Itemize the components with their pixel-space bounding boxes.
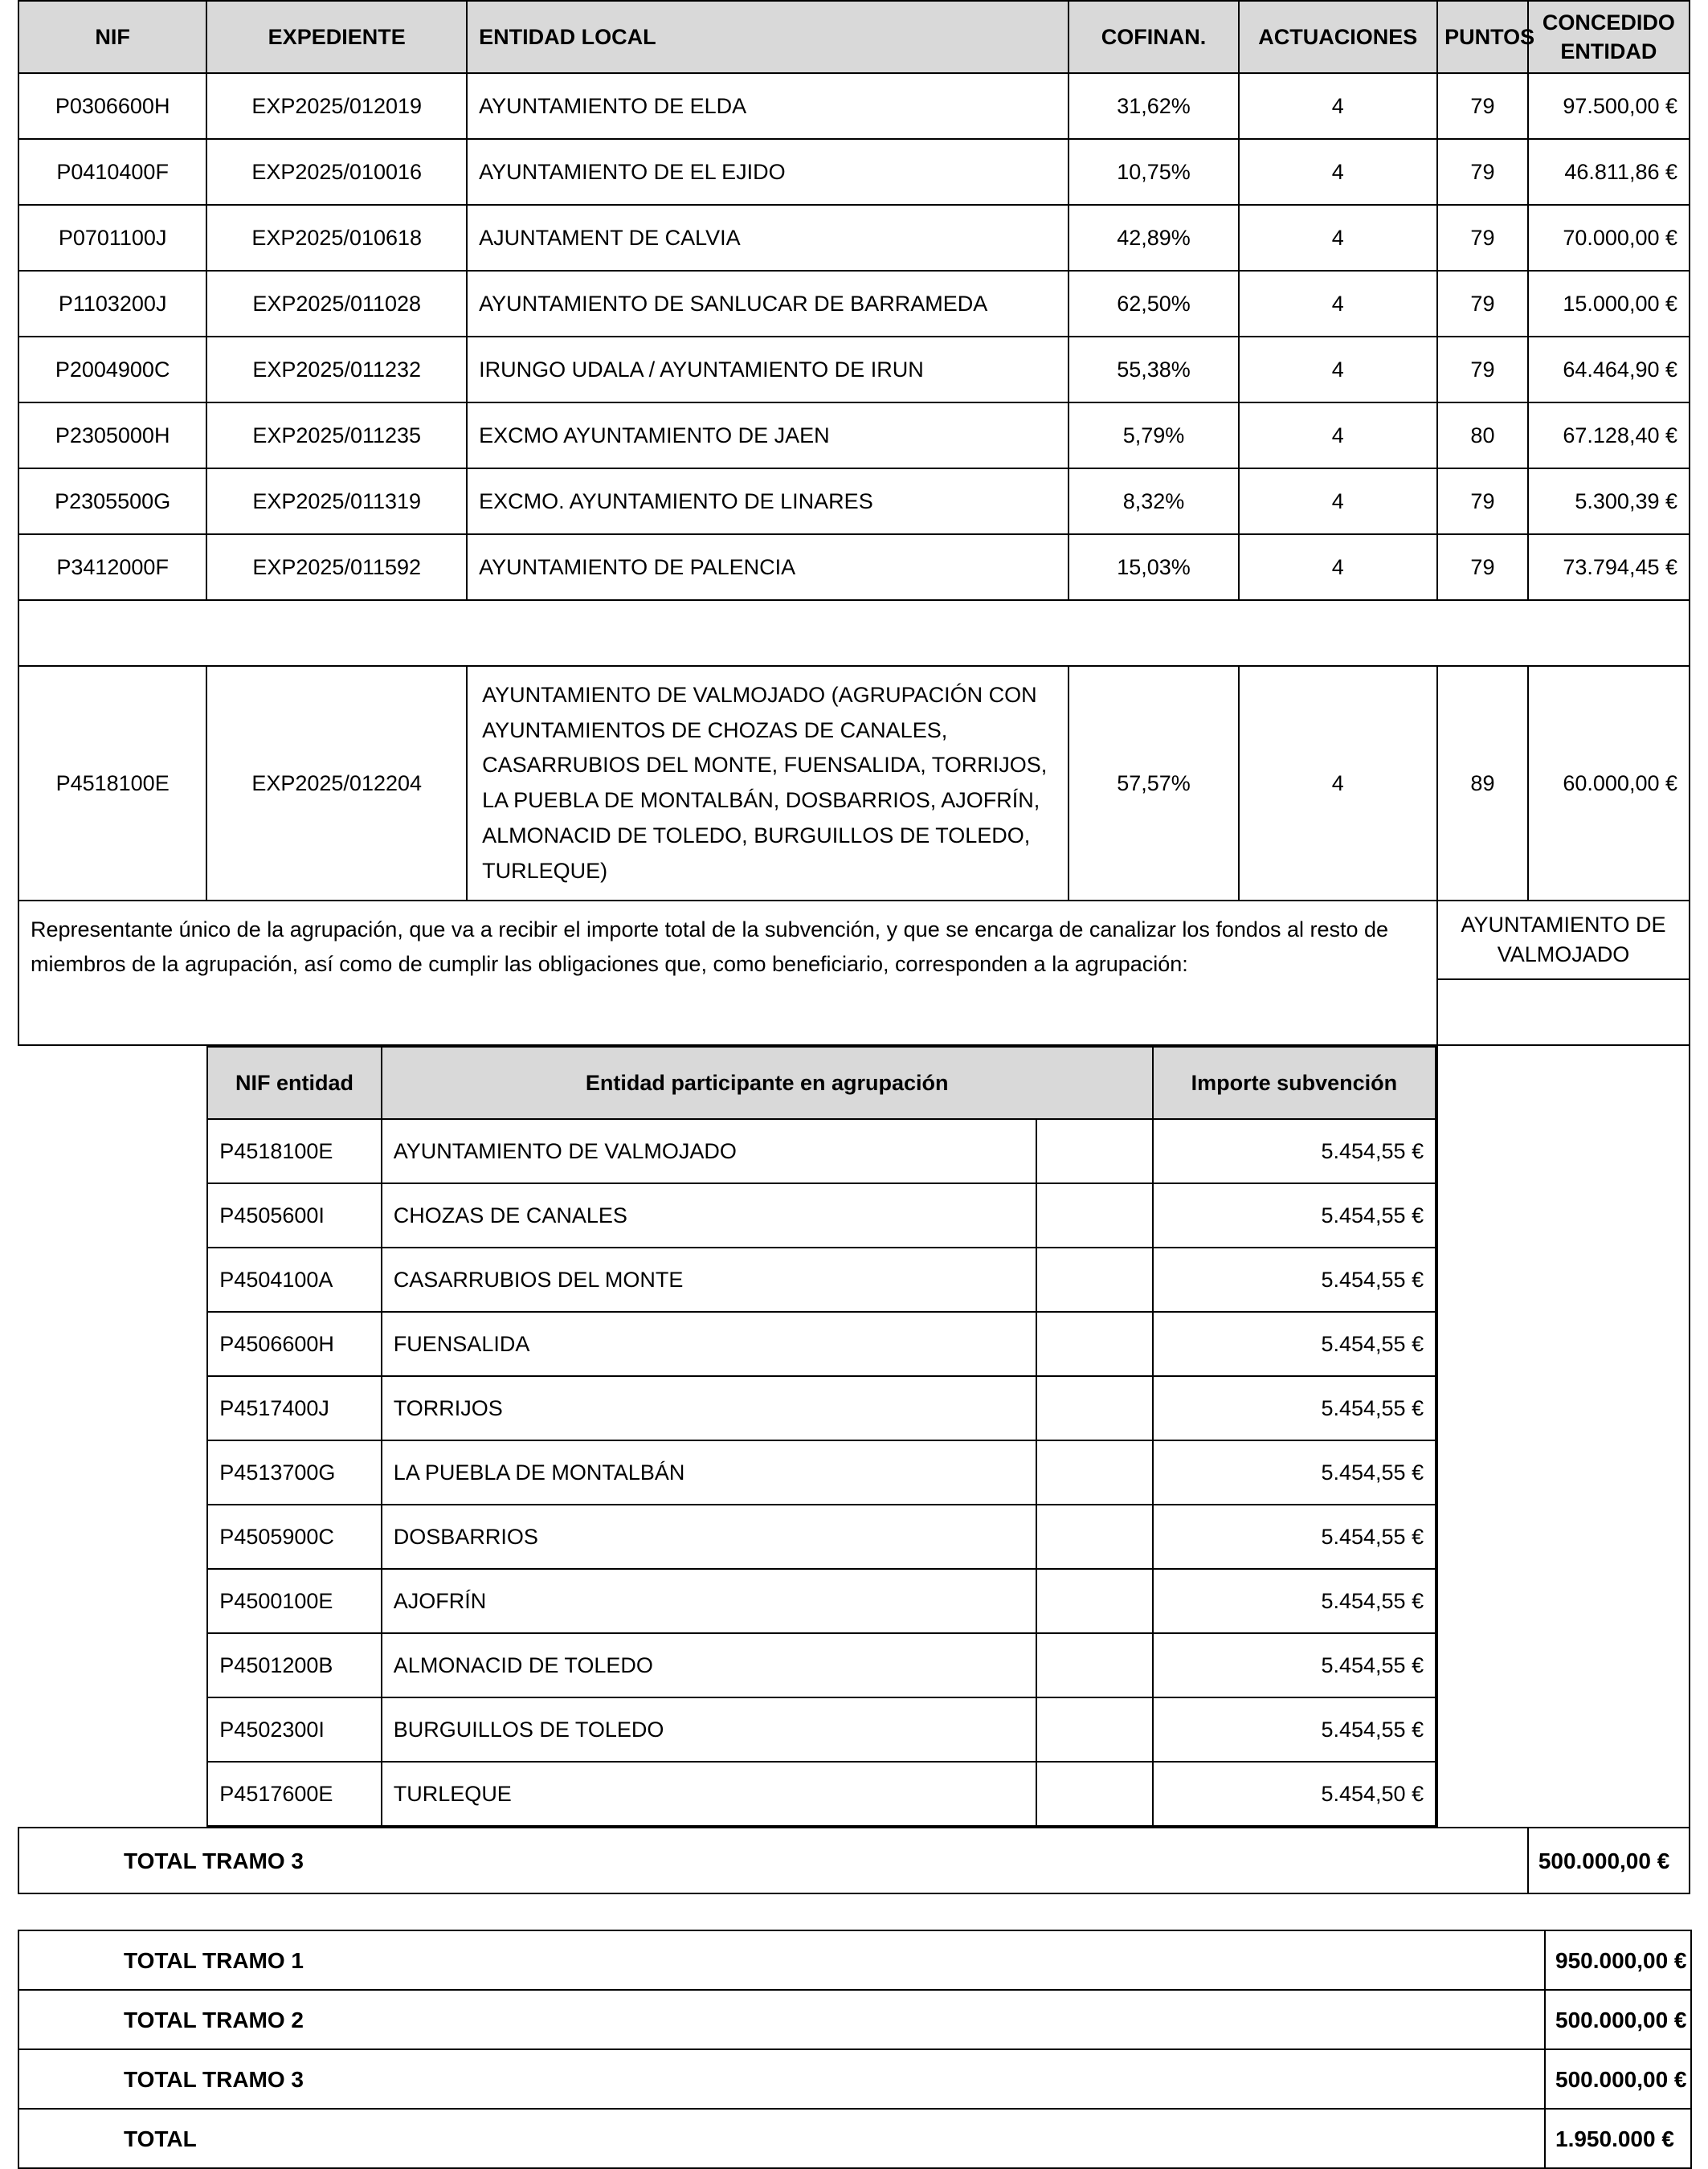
cell-concedido: 73.794,45 € [1528, 534, 1690, 600]
inner-cell-importe: 5.454,55 € [1153, 1183, 1436, 1248]
cell-nif: P0701100J [18, 205, 206, 271]
cell-actuaciones: 4 [1239, 468, 1438, 534]
inner-cell-entidad: FUENSALIDA [382, 1312, 1037, 1376]
representante-entidad: AYUNTAMIENTO DE VALMOJADO [1437, 901, 1690, 979]
summary-value: 950.000,00 € [1545, 1930, 1691, 1990]
inner-table-header [207, 1047, 1436, 1119]
grant-allocation-table [18, 0, 1690, 1894]
inner-cell-entidad: TORRIJOS [382, 1376, 1037, 1440]
cell-cofinan: 8,32% [1069, 468, 1238, 534]
cell-concedido: 70.000,00 € [1528, 205, 1690, 271]
cell-expediente: EXP2025/011592 [206, 534, 467, 600]
table-row [18, 402, 1690, 468]
cell-cofinan: 42,89% [1069, 205, 1238, 271]
inner-cell-gap [1036, 1440, 1152, 1505]
cell-nif: P2004900C [18, 337, 206, 402]
cell-concedido: 15.000,00 € [1528, 271, 1690, 337]
table-header [18, 1, 1690, 73]
inner-cell-importe: 5.454,50 € [1153, 1762, 1436, 1826]
cell-puntos: 79 [1437, 73, 1528, 139]
total-tramo3-row [18, 1828, 1690, 1893]
cell-entidad: AJUNTAMENT DE CALVIA [467, 205, 1069, 271]
inner-cell-gap [1036, 1248, 1152, 1312]
inner-cell-gap [1036, 1633, 1152, 1697]
cell-actuaciones: 4 [1239, 139, 1438, 205]
inner-cell-entidad: LA PUEBLA DE MONTALBÁN [382, 1440, 1037, 1505]
spacer-row [18, 600, 1690, 666]
header-row [18, 1, 1690, 73]
cell-entidad: EXCMO. AYUNTAMIENTO DE LINARES [467, 468, 1069, 534]
inner-cell-nif: P4513700G [207, 1440, 382, 1505]
summary-value: 500.000,00 € [1545, 1990, 1691, 2049]
inner-cell-nif: P4500100E [207, 1569, 382, 1633]
column-header-entidad-local: ENTIDAD LOCAL [467, 1, 1069, 73]
table-row [18, 337, 1690, 402]
inner-cell-entidad: AJOFRÍN [382, 1569, 1037, 1633]
summary-label: TOTAL TRAMO 3 [18, 2049, 1545, 2109]
inner-table-row [18, 1045, 1690, 1828]
inner-cell-entidad: AYUNTAMIENTO DE VALMOJADO [382, 1119, 1037, 1183]
total-tramo3-label: TOTAL TRAMO 3 [18, 1828, 1528, 1893]
inner-cell-gap [1036, 1376, 1152, 1440]
table-row [18, 139, 1690, 205]
cell-expediente: EXP2025/012019 [206, 73, 467, 139]
list-item [207, 1633, 1436, 1697]
cell-puntos: 79 [1437, 337, 1528, 402]
summary-label: TOTAL TRAMO 1 [18, 1930, 1545, 1990]
inner-cell-importe: 5.454,55 € [1153, 1569, 1436, 1633]
inner-cell-nif: P4504100A [207, 1248, 382, 1312]
cell-expediente: EXP2025/010016 [206, 139, 467, 205]
summary-value: 500.000,00 € [1545, 2049, 1691, 2109]
inner-cell-gap [1036, 1569, 1152, 1633]
inner-cell-nif: P4505900C [207, 1505, 382, 1569]
inner-cell-nif: P4506600H [207, 1312, 382, 1376]
list-item [207, 1762, 1436, 1826]
cell-actuaciones: 4 [1239, 205, 1438, 271]
list-item [207, 1119, 1436, 1183]
cell-actuaciones: 4 [1239, 666, 1438, 901]
empty-spacer-cell [18, 600, 1690, 666]
table-row [18, 1990, 1691, 2049]
list-item [207, 1248, 1436, 1312]
summary-label: TOTAL TRAMO 2 [18, 1990, 1545, 2049]
representante-entidad-continuation [1437, 979, 1690, 1045]
cell-cofinan: 55,38% [1069, 337, 1238, 402]
list-item [207, 1697, 1436, 1762]
cell-entidad: AYUNTAMIENTO DE ELDA [467, 73, 1069, 139]
cell-actuaciones: 4 [1239, 534, 1438, 600]
inner-cell-entidad: TURLEQUE [382, 1762, 1037, 1826]
inner-cell-importe: 5.454,55 € [1153, 1376, 1436, 1440]
cell-entidad: IRUNGO UDALA / AYUNTAMIENTO DE IRUN [467, 337, 1069, 402]
inner-table-right-gutter [1437, 1045, 1690, 1828]
cell-cofinan: 15,03% [1069, 534, 1238, 600]
inner-column-header-nif: NIF entidad [207, 1047, 382, 1119]
cell-concedido: 60.000,00 € [1528, 666, 1690, 901]
inner-column-header-entidad: Entidad participante en agrupación [382, 1047, 1153, 1119]
summary-value: 1.950.000 € [1545, 2109, 1691, 2168]
cell-puntos: 79 [1437, 271, 1528, 337]
inner-cell-importe: 5.454,55 € [1153, 1248, 1436, 1312]
inner-header-row [207, 1047, 1436, 1119]
cell-actuaciones: 4 [1239, 402, 1438, 468]
list-item [207, 1505, 1436, 1569]
table-row [18, 271, 1690, 337]
cell-concedido: 46.811,86 € [1528, 139, 1690, 205]
cell-cofinan: 10,75% [1069, 139, 1238, 205]
cell-entidad: EXCMO AYUNTAMIENTO DE JAEN [467, 402, 1069, 468]
cell-nif: P0410400F [18, 139, 206, 205]
list-item [207, 1376, 1436, 1440]
inner-cell-importe: 5.454,55 € [1153, 1697, 1436, 1762]
cell-actuaciones: 4 [1239, 271, 1438, 337]
cell-cofinan: 57,57% [1069, 666, 1238, 901]
column-header-cofinan: COFINAN. [1069, 1, 1238, 73]
inner-table-left-gutter [18, 1045, 206, 1828]
inner-cell-nif: P4518100E [207, 1119, 382, 1183]
cell-nif: P4518100E [18, 666, 206, 901]
inner-cell-gap [1036, 1697, 1152, 1762]
cell-nif: P2305000H [18, 402, 206, 468]
table-row [18, 2109, 1691, 2168]
cell-puntos: 80 [1437, 402, 1528, 468]
cell-cofinan: 31,62% [1069, 73, 1238, 139]
inner-cell-nif: P4517600E [207, 1762, 382, 1826]
table-row [18, 534, 1690, 600]
inner-cell-nif: P4517400J [207, 1376, 382, 1440]
summary-totals-table [18, 1930, 1692, 2169]
column-header-puntos: PUNTOS [1437, 1, 1528, 73]
cell-cofinan: 5,79% [1069, 402, 1238, 468]
column-header-actuaciones: ACTUACIONES [1239, 1, 1438, 73]
cell-puntos: 79 [1437, 205, 1528, 271]
cell-puntos: 79 [1437, 534, 1528, 600]
column-header-nif: NIF [18, 1, 206, 73]
inner-cell-gap [1036, 1119, 1152, 1183]
inner-cell-entidad: CASARRUBIOS DEL MONTE [382, 1248, 1037, 1312]
agrupacion-participants-table [206, 1046, 1436, 1827]
table-row [18, 73, 1690, 139]
inner-table-container [206, 1045, 1437, 1828]
table-row [18, 205, 1690, 271]
column-header-concedido-entidad: CONCEDIDO ENTIDAD [1528, 1, 1690, 73]
cell-nif: P0306600H [18, 73, 206, 139]
list-item [207, 1312, 1436, 1376]
cell-nif: P1103200J [18, 271, 206, 337]
cell-expediente: EXP2025/011319 [206, 468, 467, 534]
inner-cell-importe: 5.454,55 € [1153, 1505, 1436, 1569]
cell-puntos: 79 [1437, 468, 1528, 534]
cell-entidad: AYUNTAMIENTO DE EL EJIDO [467, 139, 1069, 205]
inner-cell-entidad: BURGUILLOS DE TOLEDO [382, 1697, 1037, 1762]
inner-cell-nif: P4502300I [207, 1697, 382, 1762]
cell-expediente: EXP2025/010618 [206, 205, 467, 271]
cell-entidad: AYUNTAMIENTO DE VALMOJADO (AGRUPACIÓN CON AYUNTAMIENTOS DE CHOZAS DE CANALES, CASARRUBIOS DEL MONTE, FUENSALIDA, TORRIJOS, LA PUEBLA DE MONTALBÁN, DOSBARRIOS, AJOFRÍN, ALMONACID DE TOLEDO, BURGUILLOS DE TOLEDO, TURLEQUE) [467, 666, 1069, 901]
inner-cell-nif: P4505600I [207, 1183, 382, 1248]
table-row [18, 468, 1690, 534]
inner-cell-gap [1036, 1312, 1152, 1376]
inner-cell-importe: 5.454,55 € [1153, 1312, 1436, 1376]
inner-table-body [207, 1119, 1436, 1826]
inner-cell-gap [1036, 1762, 1152, 1826]
summary-label: TOTAL [18, 2109, 1545, 2168]
cell-concedido: 67.128,40 € [1528, 402, 1690, 468]
table-row [18, 1930, 1691, 1990]
inner-cell-importe: 5.454,55 € [1153, 1440, 1436, 1505]
inner-cell-entidad: DOSBARRIOS [382, 1505, 1037, 1569]
cell-nif: P2305500G [18, 468, 206, 534]
cell-expediente: EXP2025/011235 [206, 402, 467, 468]
cell-actuaciones: 4 [1239, 73, 1438, 139]
cell-nif: P3412000F [18, 534, 206, 600]
cell-actuaciones: 4 [1239, 337, 1438, 402]
inner-cell-entidad: ALMONACID DE TOLEDO [382, 1633, 1037, 1697]
list-item [207, 1440, 1436, 1505]
cell-entidad: AYUNTAMIENTO DE PALENCIA [467, 534, 1069, 600]
cell-entidad: AYUNTAMIENTO DE SANLUCAR DE BARRAMEDA [467, 271, 1069, 337]
table-body [18, 73, 1690, 1893]
representante-description: Representante único de la agrupación, que va a recibir el importe total de la subvención, y que se encarga de canalizar los fondos al resto de miembros de la agrupación, así como de cumplir las obligaciones que, como beneficiario, corresponden a la agrupación: [18, 901, 1437, 1045]
list-item [207, 1569, 1436, 1633]
table-row [18, 2049, 1691, 2109]
inner-cell-nif: P4501200B [207, 1633, 382, 1697]
cell-cofinan: 62,50% [1069, 271, 1238, 337]
representante-row [18, 901, 1690, 979]
inner-cell-gap [1036, 1505, 1152, 1569]
cell-expediente: EXP2025/012204 [206, 666, 467, 901]
table-row-agrupacion [18, 666, 1690, 901]
inner-cell-entidad: CHOZAS DE CANALES [382, 1183, 1037, 1248]
list-item [207, 1183, 1436, 1248]
cell-concedido: 5.300,39 € [1528, 468, 1690, 534]
inner-cell-importe: 5.454,55 € [1153, 1633, 1436, 1697]
total-tramo3-value: 500.000,00 € [1528, 1828, 1690, 1893]
inner-cell-importe: 5.454,55 € [1153, 1119, 1436, 1183]
cell-expediente: EXP2025/011232 [206, 337, 467, 402]
inner-column-header-importe: Importe subvención [1153, 1047, 1436, 1119]
cell-puntos: 79 [1437, 139, 1528, 205]
inner-cell-gap [1036, 1183, 1152, 1248]
cell-concedido: 97.500,00 € [1528, 73, 1690, 139]
cell-puntos: 89 [1437, 666, 1528, 901]
cell-expediente: EXP2025/011028 [206, 271, 467, 337]
summary-totals-body [18, 1930, 1691, 2168]
cell-concedido: 64.464,90 € [1528, 337, 1690, 402]
column-header-expediente: EXPEDIENTE [206, 1, 467, 73]
